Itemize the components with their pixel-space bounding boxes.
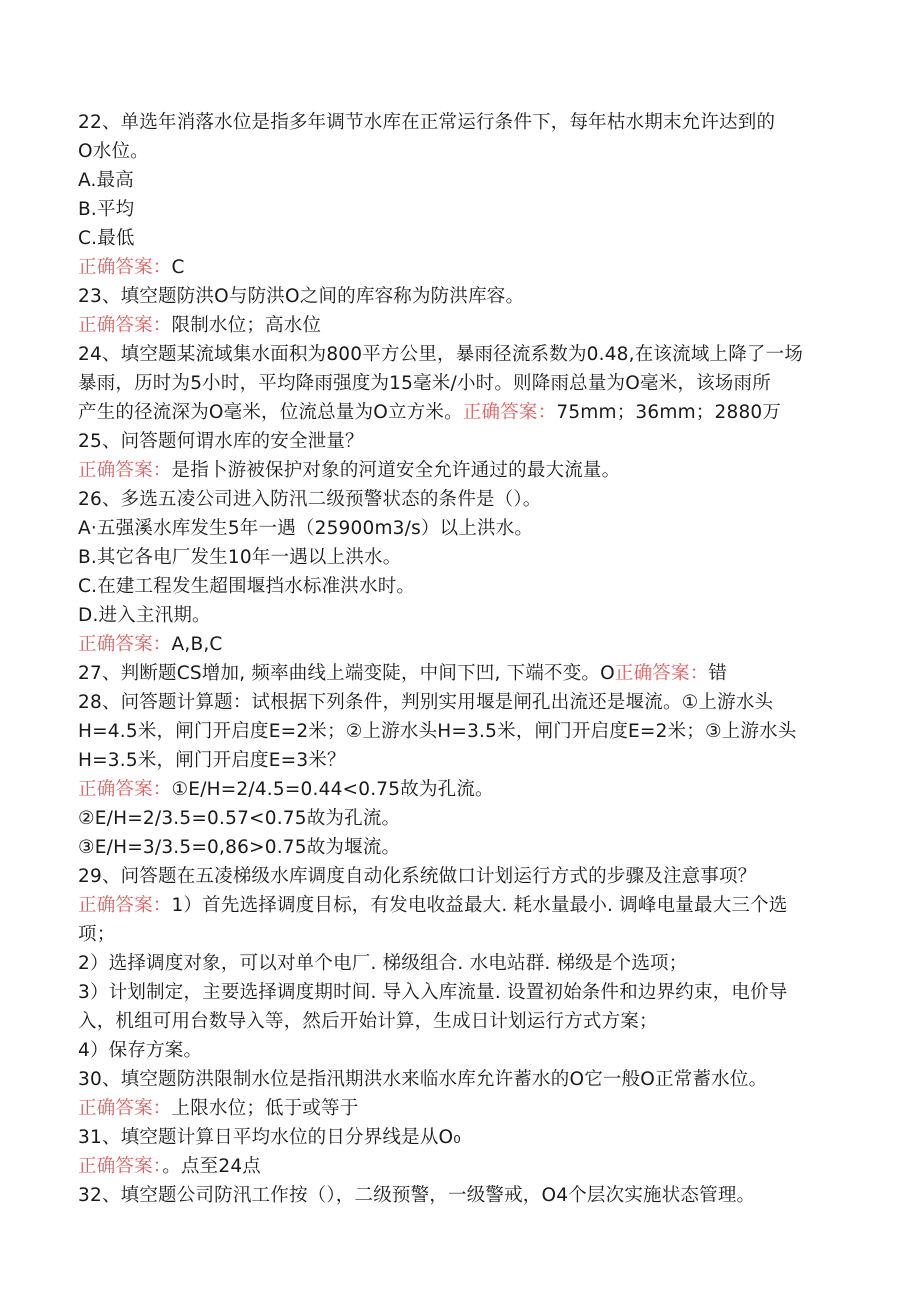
text-segment: A·五强溪水库发生5年一遇（25900m3/s）以上洪水。 — [78, 518, 534, 539]
text-segment: ②E/H=2/3.5=0.57<0.75故为孔流。 — [78, 808, 401, 829]
text-line — [78, 166, 858, 195]
text-segment: 项； — [78, 924, 116, 945]
text-line — [78, 1007, 858, 1036]
text-line — [78, 630, 858, 659]
text-line — [78, 224, 858, 253]
text-line — [78, 1094, 858, 1123]
text-line — [78, 427, 858, 456]
text-segment: 26、多选五凌公司进入防汛二级预警状态的条件是（）。 — [78, 489, 542, 510]
answer-label: 正确答案： — [78, 1156, 163, 1177]
text-line — [78, 1036, 858, 1065]
text-line — [78, 978, 858, 1007]
text-line — [78, 282, 858, 311]
text-segment: 3）计划制定，主要选择调度期时间. 导入入库流量. 设置初始条件和边界约束，电价导 — [78, 982, 788, 1003]
text-segment: C.在建工程发生超围堰挡水标准洪水时。 — [78, 576, 416, 597]
text-line — [78, 659, 858, 688]
text-segment: 28、问答题计算题：试根据下列条件，判别实用堰是闸孔出流还是堰流。①上游水头 — [78, 692, 774, 713]
text-segment: ①E/H=2/4.5=0.44<0.75故为孔流。 — [171, 779, 494, 800]
text-line — [78, 369, 858, 398]
text-line — [78, 543, 858, 572]
text-line — [78, 920, 858, 949]
text-segment: C.最低 — [78, 228, 135, 249]
text-segment: H=4.5米，闸门开启度E=2米；②上游水头H=3.5米，闸门开启度E=2米；③上游水头 — [78, 721, 797, 742]
text-segment: 29、问答题在五凌梯级水库调度自动化系统做口计划运行方式的步骤及注意事项？ — [78, 866, 757, 887]
text-line — [78, 456, 858, 485]
text-segment: 27、判断题CS增加, 频率曲线上端变陡，中间下凹, 下端不变。O — [78, 663, 615, 684]
text-line — [78, 253, 858, 282]
text-line — [78, 891, 858, 920]
text-line — [78, 688, 858, 717]
text-segment: 2）选择调度对象，可以对单个电厂. 梯级组合. 水电站群. 梯级是个选项； — [78, 953, 688, 974]
answer-label: 正确答案： — [78, 315, 172, 336]
text-segment: 限制水位；高水位 — [171, 315, 322, 336]
text-line — [78, 833, 858, 862]
text-segment: ③E/H=3/3.5=0,86>0.75故为堰流。 — [78, 837, 401, 858]
answer-label: 正确答案： — [462, 402, 557, 423]
answer-label: 正确答案： — [78, 779, 172, 800]
text-segment: 错 — [708, 663, 728, 684]
text-segment: 是指卜游被保护对象的河道安全允许通过的最大流量。 — [171, 460, 621, 481]
answer-label: 正确答案： — [78, 895, 172, 916]
text-segment: H=3.5米，闸门开启度E=3米？ — [78, 750, 346, 771]
text-line — [78, 1065, 858, 1094]
text-line — [78, 746, 858, 775]
text-segment: 75mm；36mm；2880万 — [556, 402, 782, 423]
text-line — [78, 398, 858, 427]
text-segment: C — [171, 257, 185, 278]
answer-label: 正确答案： — [78, 257, 172, 278]
text-segment: B.其它各电厂发生10年一遇以上洪水。 — [78, 547, 402, 568]
text-segment: O水位。 — [78, 141, 149, 162]
text-segment: D.进入主汛期。 — [78, 605, 211, 626]
text-segment: A,B,C — [171, 634, 223, 655]
text-segment: 22、单选年消落水位是指多年调节水库在正常运行条件下，每年枯水期末允许达到的 — [78, 112, 776, 133]
text-segment: 24、填空题某流域集水面积为800平方公里，暴雨径流系数为0.48,在该流域上降了一场 — [78, 344, 804, 365]
answer-label: 正确答案： — [78, 1098, 172, 1119]
text-line — [78, 514, 858, 543]
text-line — [78, 804, 858, 833]
text-segment: 入，机组可用台数导入等，然后开始计算，生成日计划运行方式方案； — [78, 1011, 658, 1032]
text-segment: 1）首先选择调度目标，有发电收益最大. 耗水量最小. 调峰电量最大三个选 — [171, 895, 788, 916]
text-line — [78, 340, 858, 369]
text-line — [78, 108, 858, 137]
text-line — [78, 601, 858, 630]
text-line — [78, 137, 858, 166]
answer-label: 正确答案： — [78, 634, 172, 655]
text-segment: B.平均 — [78, 199, 135, 220]
text-segment: 。点至24点 — [162, 1156, 262, 1177]
text-line — [78, 717, 858, 746]
text-segment: 上限水位；低于或等于 — [171, 1098, 359, 1119]
text-line — [78, 1123, 858, 1152]
text-line — [78, 862, 858, 891]
answer-label: 正确答案： — [78, 460, 172, 481]
answer-label: 正确答案： — [614, 663, 709, 684]
text-segment: 暴雨，历时为5小时，平均降雨强度为15毫米/小时。则降雨总量为O毫米，该场雨所 — [78, 373, 771, 394]
text-segment: 25、问答题何谓水库的安全泄量？ — [78, 431, 364, 452]
text-segment: 32、填空题公司防汛工作按（），二级预警，一级警戒，O4个层次实施状态管理。 — [78, 1185, 756, 1206]
text-line — [78, 485, 858, 514]
text-segment: 23、填空题防洪O与防洪O之间的库容称为防洪库容。 — [78, 286, 525, 307]
text-segment: 产生的径流深为O毫米，位流总量为O立方米。 — [78, 402, 463, 423]
text-segment: 30、填空题防洪限制水位是指汛期洪水来临水库允许蓄水的O它一般O正常蓄水位。 — [78, 1069, 768, 1090]
text-segment: 4）保存方案。 — [78, 1040, 203, 1061]
text-line — [78, 949, 858, 978]
text-segment: A.最高 — [78, 170, 135, 191]
text-line — [78, 775, 858, 804]
text-segment: 31、填空题计算日平均水位的日分界线是从O₀ — [78, 1127, 461, 1148]
text-line — [78, 1152, 858, 1181]
text-line — [78, 572, 858, 601]
text-line — [78, 1181, 858, 1210]
text-line — [78, 311, 858, 340]
text-line — [78, 195, 858, 224]
